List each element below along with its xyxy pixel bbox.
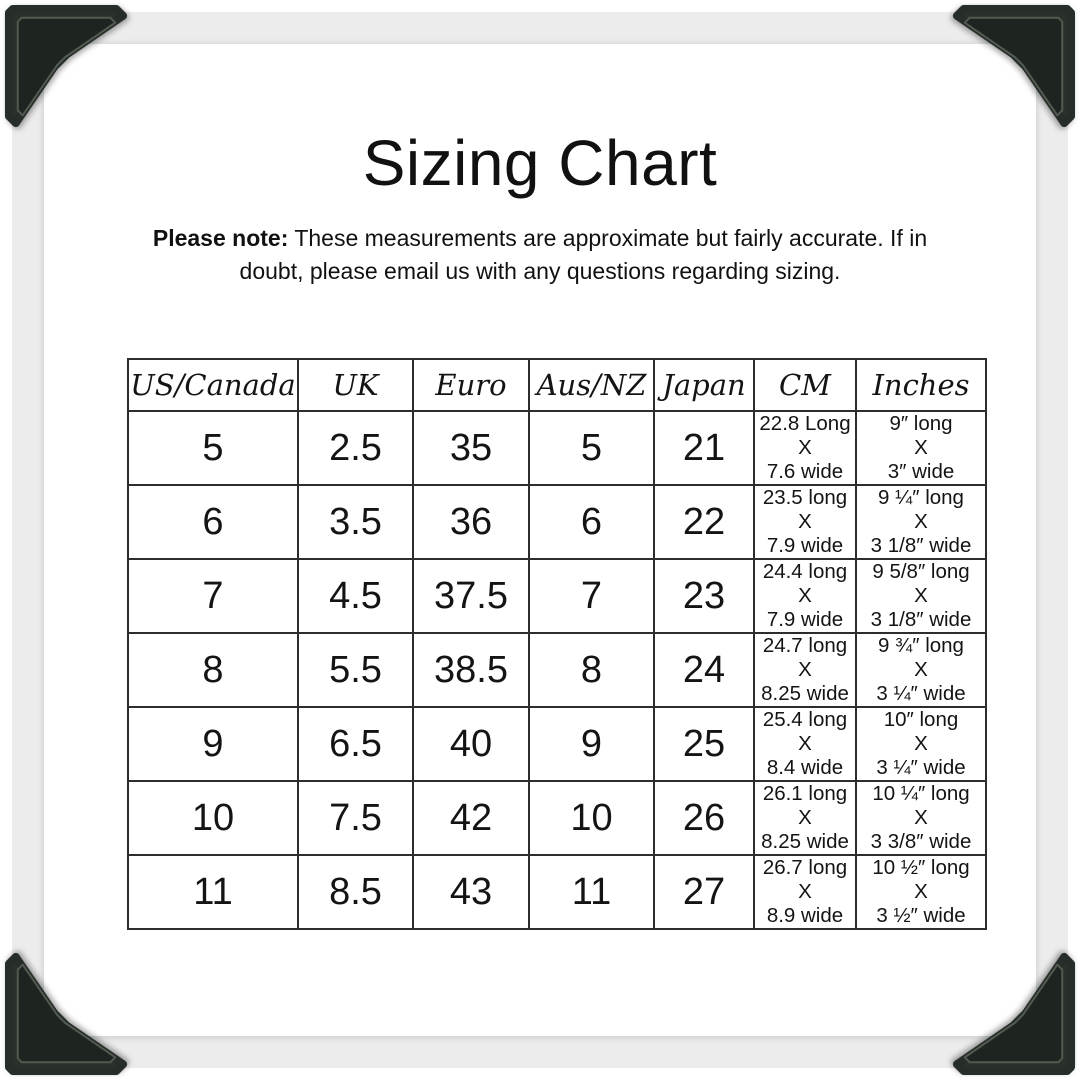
size-cell: 22: [654, 485, 754, 559]
size-cell: 2.5: [298, 411, 413, 485]
photo-corner-bottom-left-icon: [3, 949, 131, 1077]
sizing-table: [127, 358, 987, 930]
size-cell: 6: [529, 485, 654, 559]
size-cell: 9″ long X 3″ wide: [856, 411, 986, 485]
size-cell: 25.4 long X 8.4 wide: [754, 707, 856, 781]
size-cell: 38.5: [413, 633, 529, 707]
size-cell: 6: [128, 485, 298, 559]
size-cell: 26.7 long X 8.9 wide: [754, 855, 856, 929]
size-cell: 7.5: [298, 781, 413, 855]
size-cell: 7: [128, 559, 298, 633]
size-cell: 10: [128, 781, 298, 855]
table-row: [128, 633, 986, 707]
size-cell: 42: [413, 781, 529, 855]
size-cell: 37.5: [413, 559, 529, 633]
size-cell: 9 5/8″ long X 3 1/8″ wide: [856, 559, 986, 633]
size-cell: 24.4 long X 7.9 wide: [754, 559, 856, 633]
photo-corner-top-right-icon: [949, 3, 1077, 131]
size-cell: 5: [128, 411, 298, 485]
size-cell: 35: [413, 411, 529, 485]
note-text: [140, 222, 940, 288]
table-row: [128, 559, 986, 633]
size-cell: 8: [128, 633, 298, 707]
table-row: [128, 485, 986, 559]
table-body: [128, 411, 986, 929]
size-cell: 36: [413, 485, 529, 559]
size-cell: 9 ¼″ long X 3 1/8″ wide: [856, 485, 986, 559]
photo-corner-top-left-icon: [3, 3, 131, 131]
size-cell: 27: [654, 855, 754, 929]
note-label: Please note:: [152, 225, 289, 251]
table-header-row: [128, 359, 986, 411]
size-cell: 23.5 long X 7.9 wide: [754, 485, 856, 559]
size-cell: 21: [654, 411, 754, 485]
size-cell: 25: [654, 707, 754, 781]
size-cell: 9 ¾″ long X 3 ¼″ wide: [856, 633, 986, 707]
table-row: [128, 707, 986, 781]
size-cell: 11: [529, 855, 654, 929]
page-title: Sizing Chart: [362, 127, 718, 199]
column-header: Aus/NZ: [529, 359, 654, 411]
size-cell: 5.5: [298, 633, 413, 707]
size-cell: 9: [128, 707, 298, 781]
size-cell: 26.1 long X 8.25 wide: [754, 781, 856, 855]
size-cell: 3.5: [298, 485, 413, 559]
size-cell: 11: [128, 855, 298, 929]
size-cell: 23: [654, 559, 754, 633]
size-cell: 10: [529, 781, 654, 855]
column-header: US/Canada: [128, 359, 298, 411]
size-cell: 7: [529, 559, 654, 633]
column-header: Inches: [856, 359, 986, 411]
table-row: [128, 781, 986, 855]
note-body: These measurements are approximate but fairly accurate. If in doubt, please email us with any questions regarding sizing.: [239, 225, 928, 284]
size-cell: 24: [654, 633, 754, 707]
column-header: UK: [298, 359, 413, 411]
size-cell: 8: [529, 633, 654, 707]
table-row: [128, 855, 986, 929]
size-cell: 26: [654, 781, 754, 855]
size-cell: 40: [413, 707, 529, 781]
size-cell: 10 ½″ long X 3 ½″ wide: [856, 855, 986, 929]
size-cell: 10 ¼″ long X 3 3/8″ wide: [856, 781, 986, 855]
chart-card: [44, 44, 1036, 1036]
size-cell: 6.5: [298, 707, 413, 781]
size-cell: 10″ long X 3 ¼″ wide: [856, 707, 986, 781]
size-cell: 4.5: [298, 559, 413, 633]
column-header: Japan: [654, 359, 754, 411]
column-header: Euro: [413, 359, 529, 411]
size-cell: 22.8 Long X 7.6 wide: [754, 411, 856, 485]
size-cell: 43: [413, 855, 529, 929]
table-row: [128, 411, 986, 485]
size-cell: 8.5: [298, 855, 413, 929]
size-cell: 9: [529, 707, 654, 781]
size-cell: 5: [529, 411, 654, 485]
photo-corner-bottom-right-icon: [949, 949, 1077, 1077]
column-header: CM: [754, 359, 856, 411]
size-cell: 24.7 long X 8.25 wide: [754, 633, 856, 707]
